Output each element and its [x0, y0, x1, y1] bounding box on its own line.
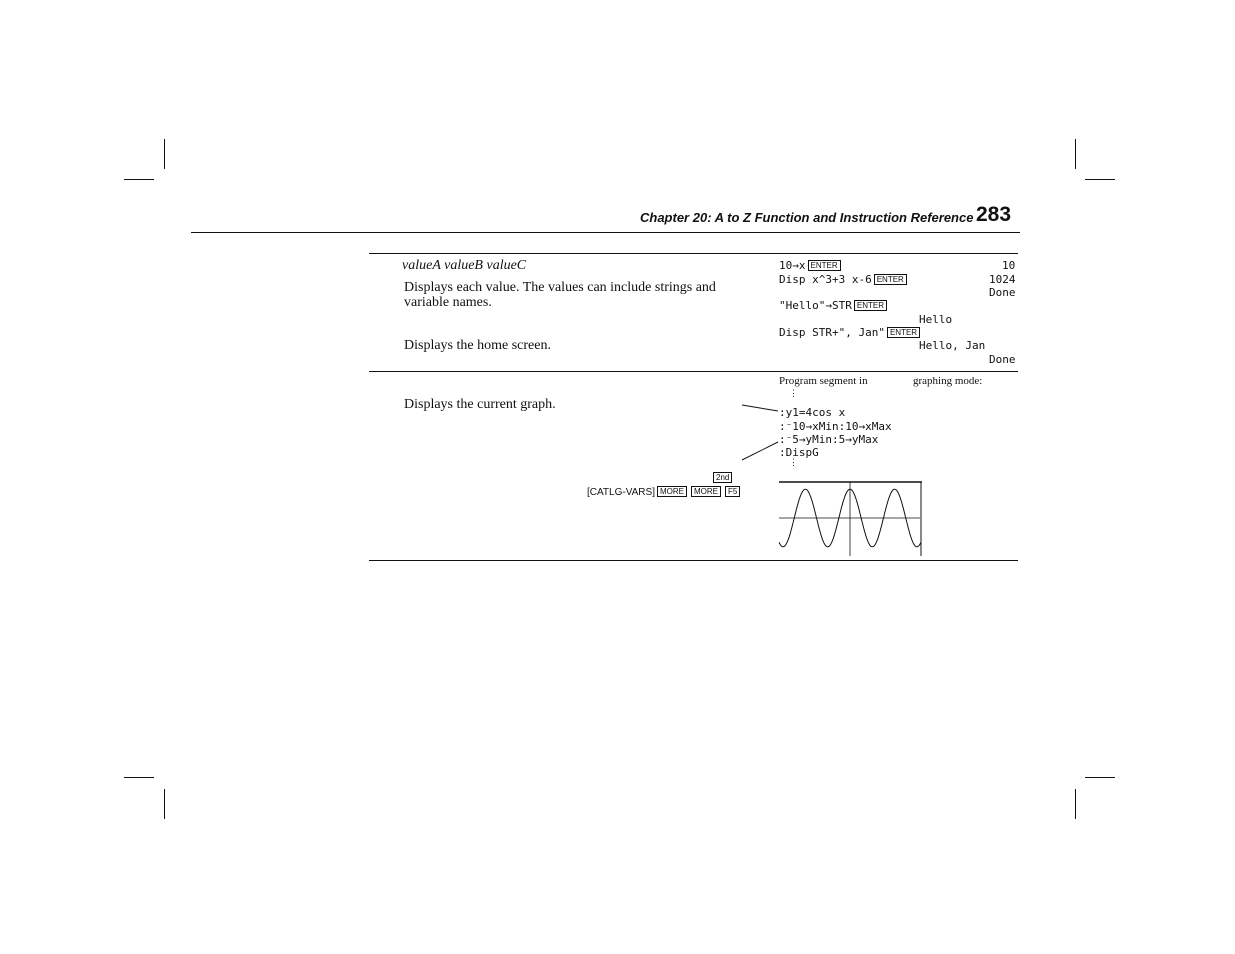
program-line: :⁻5→yMin:5→yMax: [779, 433, 879, 446]
example-line: "Hello"→STR ENTER: [779, 299, 889, 312]
program-ellipsis: ⋮: [789, 389, 798, 399]
keystroke-sequence: [587, 482, 742, 500]
example-output: Hello, Jan: [919, 339, 986, 352]
page-number: 283: [976, 203, 1012, 226]
example-line: Disp STR+", Jan" ENTER: [779, 326, 922, 339]
program-line: :y1=4cos x: [779, 406, 846, 419]
crop-mark: [1085, 179, 1115, 180]
crop-mark: [124, 179, 154, 180]
segment-caption-left: Program segment in: [779, 375, 868, 387]
f5-key: F5: [725, 486, 740, 497]
more-key: MORE: [657, 486, 687, 497]
table-rule-bottom: [369, 560, 1018, 561]
table-rule-middle: [369, 371, 1018, 372]
crop-mark: [164, 139, 165, 169]
example-output: Done: [989, 286, 1016, 299]
example-output: 10: [1002, 259, 1016, 272]
example-line: 10→x ENTER: [779, 259, 843, 272]
program-ellipsis: ⋮: [789, 458, 798, 468]
dispg-description: Displays the current graph.: [404, 397, 556, 412]
graph-screen: [778, 481, 923, 557]
table-rule-top: [369, 253, 1018, 254]
disp-description-line1: Displays each value. The values can include strings and: [404, 280, 716, 295]
example-output: Done: [989, 353, 1016, 366]
leader-lines: [740, 400, 780, 462]
enter-key: ENTER: [874, 274, 907, 285]
example-line: Disp x^3+3 x-6 ENTER: [779, 273, 909, 286]
crop-mark: [164, 789, 165, 819]
crop-mark: [1075, 789, 1076, 819]
disp-syntax: valueA valueB valueC: [402, 258, 527, 273]
segment-caption-right: graphing mode:: [913, 375, 983, 387]
disp-description-line2: variable names.: [404, 295, 492, 310]
program-line: :⁻10→xMin:10→xMax: [779, 420, 892, 433]
crop-mark: [124, 777, 154, 778]
2nd-key: 2nd: [713, 472, 732, 483]
more-key: MORE: [691, 486, 721, 497]
catlg-vars-key: [CATLG-VARS]: [587, 487, 655, 498]
crop-mark: [1075, 139, 1076, 169]
enter-key: ENTER: [808, 260, 841, 271]
program-line: :DispG: [779, 446, 819, 459]
header-rule: [191, 232, 1020, 233]
example-output: 1024: [989, 273, 1016, 286]
crop-mark: [1085, 777, 1115, 778]
example-output: Hello: [919, 313, 953, 326]
chapter-title: Chapter 20: A to Z Function and Instruction Reference: [640, 210, 974, 225]
enter-key: ENTER: [887, 327, 920, 338]
disp-home-description: Displays the home screen.: [404, 338, 551, 353]
enter-key: ENTER: [854, 300, 887, 311]
